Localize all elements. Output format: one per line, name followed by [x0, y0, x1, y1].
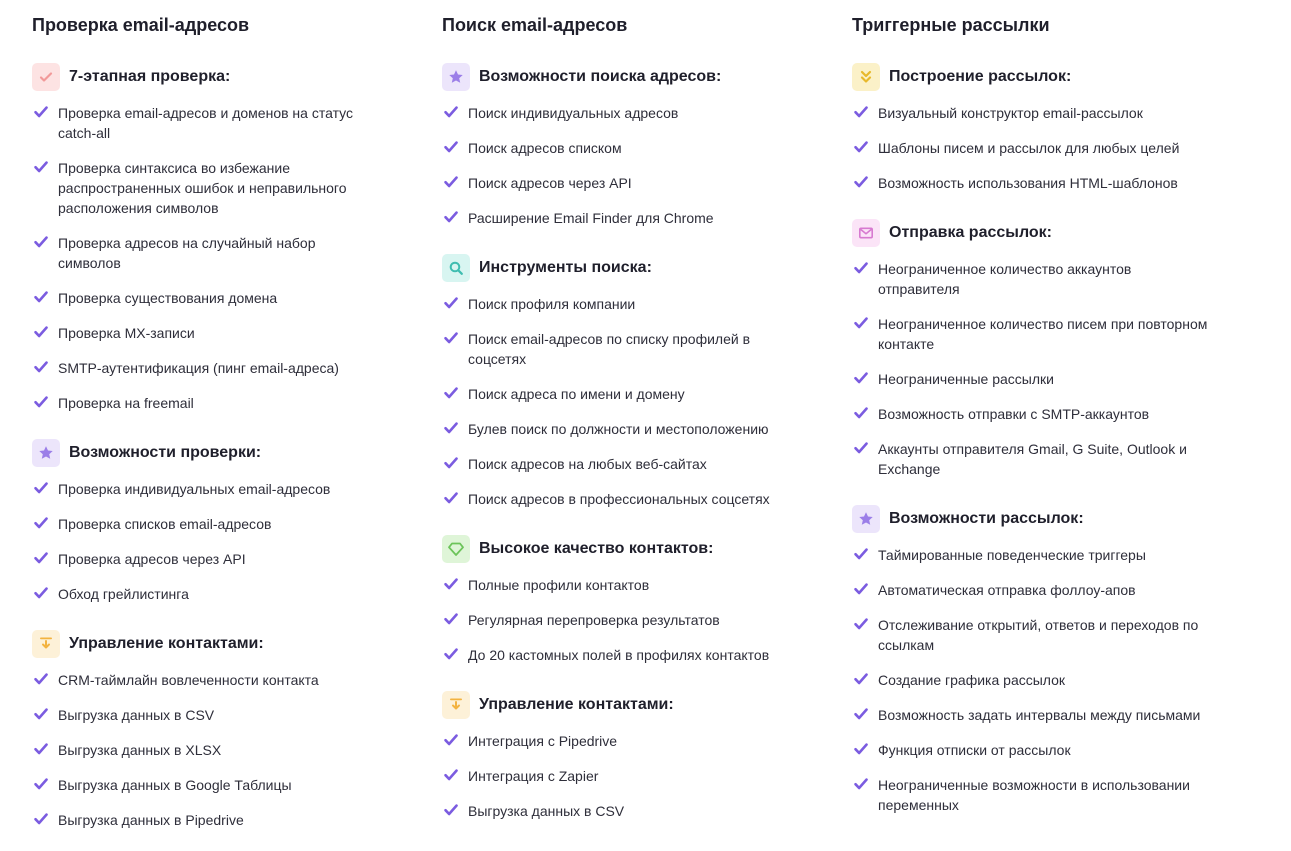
feature-group-title: Управление контактами: [69, 635, 264, 652]
feature-item-text: Неограниченные возможности в использовании переменных [878, 777, 1190, 813]
feature-group-title: 7-этапная проверка: [69, 68, 231, 85]
feature-group-title: Отправка рассылок: [889, 224, 1052, 241]
feature-item-text: Полные профили контактов [468, 577, 650, 593]
feature-item-text: Проверка адресов через API [58, 551, 246, 567]
feature-item-text: CRM-таймлайн вовлеченности контакта [58, 672, 319, 688]
feature-list [852, 103, 1232, 193]
download-icon [442, 691, 470, 719]
feature-list-item [442, 103, 822, 123]
feature-item-text: Проверка адресов на случайный набор символов [58, 235, 316, 271]
feature-list-item [442, 645, 822, 665]
checkmark-icon [33, 585, 49, 601]
double-chevron-down-icon [852, 63, 880, 91]
checkmark-icon [853, 139, 869, 155]
checkmark-icon [33, 706, 49, 722]
feature-item-text: Проверка индивидуальных email-адресов [58, 481, 331, 497]
feature-item-text: Выгрузка данных в Google Таблицы [58, 777, 292, 793]
checkmark-icon [443, 767, 459, 783]
feature-item-text: Выгрузка данных в CSV [58, 707, 215, 723]
checkmark-icon [853, 706, 869, 722]
feature-group-header [852, 219, 1232, 247]
checkmark-icon [33, 104, 49, 120]
envelope-icon [852, 219, 880, 247]
feature-list [442, 103, 822, 228]
checkmark-icon [853, 581, 869, 597]
feature-list-item [852, 705, 1232, 725]
feature-item-text: Аккаунты отправителя Gmail, G Suite, Outlook и Exchange [878, 441, 1187, 477]
checkmark-icon [443, 139, 459, 155]
feature-list [32, 103, 412, 413]
feature-item-text: Неограниченные рассылки [878, 371, 1054, 387]
checkmark-icon [33, 394, 49, 410]
checkmark-icon [443, 576, 459, 592]
feature-item-text: Неограниченное количество писем при повторном контакте [878, 316, 1208, 352]
feature-item-text: Визуальный конструктор email-рассылок [878, 105, 1143, 121]
feature-group-header [442, 254, 822, 282]
checkmark-icon [443, 490, 459, 506]
feature-group-header [852, 505, 1232, 533]
feature-group [442, 691, 822, 821]
checkmark-icon [33, 550, 49, 566]
feature-list-item [852, 314, 1232, 354]
feature-list-item [32, 323, 412, 343]
feature-item-text: Выгрузка данных в Pipedrive [58, 812, 244, 828]
feature-item-text: Поиск профиля компании [468, 296, 636, 312]
feature-item-text: Проверка списков email-адресов [58, 516, 272, 532]
feature-item-text: Поиск email-адресов по списку профилей в соцсетях [468, 331, 751, 367]
feature-item-text: Регулярная перепроверка результатов [468, 612, 720, 628]
star-icon [852, 505, 880, 533]
feature-list [32, 479, 412, 604]
feature-item-text: Поиск адресов на любых веб-сайтах [468, 456, 707, 472]
feature-list-item [32, 740, 412, 760]
feature-list [442, 294, 822, 509]
checkmark-icon [853, 104, 869, 120]
feature-column [442, 0, 822, 836]
feature-list-item [442, 454, 822, 474]
feature-list-item [32, 479, 412, 499]
checkmark-icon [443, 295, 459, 311]
feature-list-item [442, 384, 822, 404]
feature-list-item [442, 208, 822, 228]
feature-item-text: Булев поиск по должности и местоположению [468, 421, 769, 437]
feature-list-item [442, 294, 822, 314]
feature-group-title: Возможности проверки: [69, 444, 262, 461]
check-icon [32, 63, 60, 91]
feature-list-item [442, 766, 822, 786]
checkmark-icon [443, 802, 459, 818]
feature-item-text: Поиск адресов в профессиональных соцсетях [468, 491, 770, 507]
checkmark-icon [443, 385, 459, 401]
feature-list-item [852, 545, 1232, 565]
star-icon [442, 63, 470, 91]
checkmark-icon [443, 209, 459, 225]
checkmark-icon [853, 546, 869, 562]
feature-item-text: Функция отписки от рассылок [878, 742, 1071, 758]
feature-item-text: Проверка синтаксиса во избежание распространенных ошибок и неправильного расположения символов [58, 160, 347, 216]
checkmark-icon [443, 455, 459, 471]
feature-list-item [852, 369, 1232, 389]
checkmark-icon [33, 741, 49, 757]
feature-list-item [852, 138, 1232, 158]
checkmark-icon [443, 732, 459, 748]
column-title: Поиск email-адресов [442, 15, 628, 35]
diamond-icon [442, 535, 470, 563]
feature-list-item [442, 801, 822, 821]
feature-item-text: Выгрузка данных в CSV [468, 803, 625, 819]
feature-list-item [32, 158, 412, 218]
feature-group-title: Возможности поиска адресов: [479, 68, 722, 85]
feature-group [852, 219, 1232, 479]
checkmark-icon [443, 420, 459, 436]
feature-list-item [852, 404, 1232, 424]
feature-group [852, 63, 1232, 193]
feature-list [852, 545, 1232, 815]
feature-list-item [442, 329, 822, 369]
feature-list-item [852, 439, 1232, 479]
feature-list-item [442, 419, 822, 439]
feature-item-text: Интеграция с Pipedrive [468, 733, 618, 749]
feature-group-title: Построение рассылок: [889, 68, 1072, 85]
feature-item-text: Поиск адресов списком [468, 140, 622, 156]
checkmark-icon [33, 671, 49, 687]
feature-item-text: Интеграция с Zapier [468, 768, 599, 784]
checkmark-icon [33, 811, 49, 827]
checkmark-icon [853, 315, 869, 331]
checkmark-icon [853, 260, 869, 276]
feature-item-text: Автоматическая отправка фоллоу-апов [878, 582, 1136, 598]
feature-list-item [32, 549, 412, 569]
feature-list-item [852, 775, 1232, 815]
feature-group-header [442, 691, 822, 719]
download-icon [32, 630, 60, 658]
checkmark-icon [443, 646, 459, 662]
feature-item-text: Создание графика рассылок [878, 672, 1066, 688]
feature-list-item [852, 173, 1232, 193]
feature-group-title: Инструменты поиска: [479, 259, 652, 276]
feature-list-item [852, 259, 1232, 299]
feature-list [442, 731, 822, 821]
checkmark-icon [33, 234, 49, 250]
feature-item-text: Проверка MX-записи [58, 325, 195, 341]
feature-item-text: До 20 кастомных полей в профилях контактов [468, 647, 770, 663]
feature-list-item [442, 731, 822, 751]
feature-list-item [852, 615, 1232, 655]
checkmark-icon [443, 104, 459, 120]
checkmark-icon [443, 330, 459, 346]
feature-item-text: Шаблоны писем и рассылок для любых целей [878, 140, 1180, 156]
feature-list-item [442, 173, 822, 193]
feature-column [32, 0, 412, 845]
feature-list [852, 259, 1232, 479]
feature-list-item [32, 810, 412, 830]
feature-list-item [32, 358, 412, 378]
feature-item-text: Проверка на freemail [58, 395, 194, 411]
feature-group [442, 535, 822, 665]
feature-item-text: Поиск адресов через API [468, 175, 632, 191]
feature-list-item [32, 514, 412, 534]
column-title: Триггерные рассылки [852, 15, 1050, 35]
checkmark-icon [853, 370, 869, 386]
feature-group [32, 63, 412, 413]
checkmark-icon [853, 174, 869, 190]
feature-list-item [32, 393, 412, 413]
feature-list-item [852, 580, 1232, 600]
feature-list-item [32, 233, 412, 273]
column-title: Проверка email-адресов [32, 15, 250, 35]
feature-group [852, 505, 1232, 815]
feature-list-item [32, 103, 412, 143]
feature-item-text: Поиск индивидуальных адресов [468, 105, 679, 121]
feature-column [852, 0, 1232, 830]
feature-item-text: Проверка email-адресов и доменов на статус catch-all [58, 105, 353, 141]
feature-list-item [32, 288, 412, 308]
checkmark-icon [853, 776, 869, 792]
checkmark-icon [443, 611, 459, 627]
feature-list-item [442, 138, 822, 158]
feature-item-text: Обход грейлистинга [58, 586, 189, 602]
feature-item-text: Таймированные поведенческие триггеры [878, 547, 1146, 563]
feature-item-text: Проверка существования домена [58, 290, 278, 306]
feature-item-text: Возможность использования HTML-шаблонов [878, 175, 1178, 191]
feature-item-text: Выгрузка данных в XLSX [58, 742, 222, 758]
checkmark-icon [33, 289, 49, 305]
feature-item-text: SMTP-аутентификация (пинг email-адреса) [58, 360, 339, 376]
feature-group-header [32, 439, 412, 467]
feature-item-text: Отслеживание открытий, ответов и переходов по ссылкам [878, 617, 1199, 653]
checkmark-icon [33, 776, 49, 792]
feature-group-title: Управление контактами: [479, 696, 674, 713]
star-icon [32, 439, 60, 467]
feature-item-text: Возможность задать интервалы между письмами [878, 707, 1201, 723]
feature-group-title: Возможности рассылок: [889, 510, 1084, 527]
checkmark-icon [33, 159, 49, 175]
checkmark-icon [853, 671, 869, 687]
feature-list-item [852, 103, 1232, 123]
checkmark-icon [33, 359, 49, 375]
feature-list [442, 575, 822, 665]
feature-list-item [442, 489, 822, 509]
feature-list-item [442, 610, 822, 630]
search-icon [442, 254, 470, 282]
feature-list-item [32, 584, 412, 604]
feature-group-header [852, 63, 1232, 91]
checkmark-icon [853, 741, 869, 757]
checkmark-icon [853, 616, 869, 632]
checkmark-icon [443, 174, 459, 190]
feature-list [32, 670, 412, 830]
checkmark-icon [33, 515, 49, 531]
feature-group-title: Высокое качество контактов: [479, 540, 714, 557]
feature-list-item [442, 575, 822, 595]
feature-group [32, 439, 412, 604]
feature-group-header [442, 63, 822, 91]
checkmark-icon [33, 480, 49, 496]
feature-list-item [32, 670, 412, 690]
feature-list-item [852, 740, 1232, 760]
feature-group-header [442, 535, 822, 563]
feature-group [442, 63, 822, 228]
feature-list-item [32, 705, 412, 725]
feature-item-text: Расширение Email Finder для Chrome [468, 210, 714, 226]
feature-item-text: Поиск адреса по имени и домену [468, 386, 685, 402]
feature-group-header [32, 630, 412, 658]
checkmark-icon [33, 324, 49, 340]
feature-group-header [32, 63, 412, 91]
feature-item-text: Неограниченное количество аккаунтов отправителя [878, 261, 1132, 297]
checkmark-icon [853, 440, 869, 456]
feature-item-text: Возможность отправки с SMTP-аккаунтов [878, 406, 1150, 422]
feature-group [442, 254, 822, 509]
feature-group [32, 630, 412, 830]
checkmark-icon [853, 405, 869, 421]
feature-list-item [852, 670, 1232, 690]
feature-list-item [32, 775, 412, 795]
